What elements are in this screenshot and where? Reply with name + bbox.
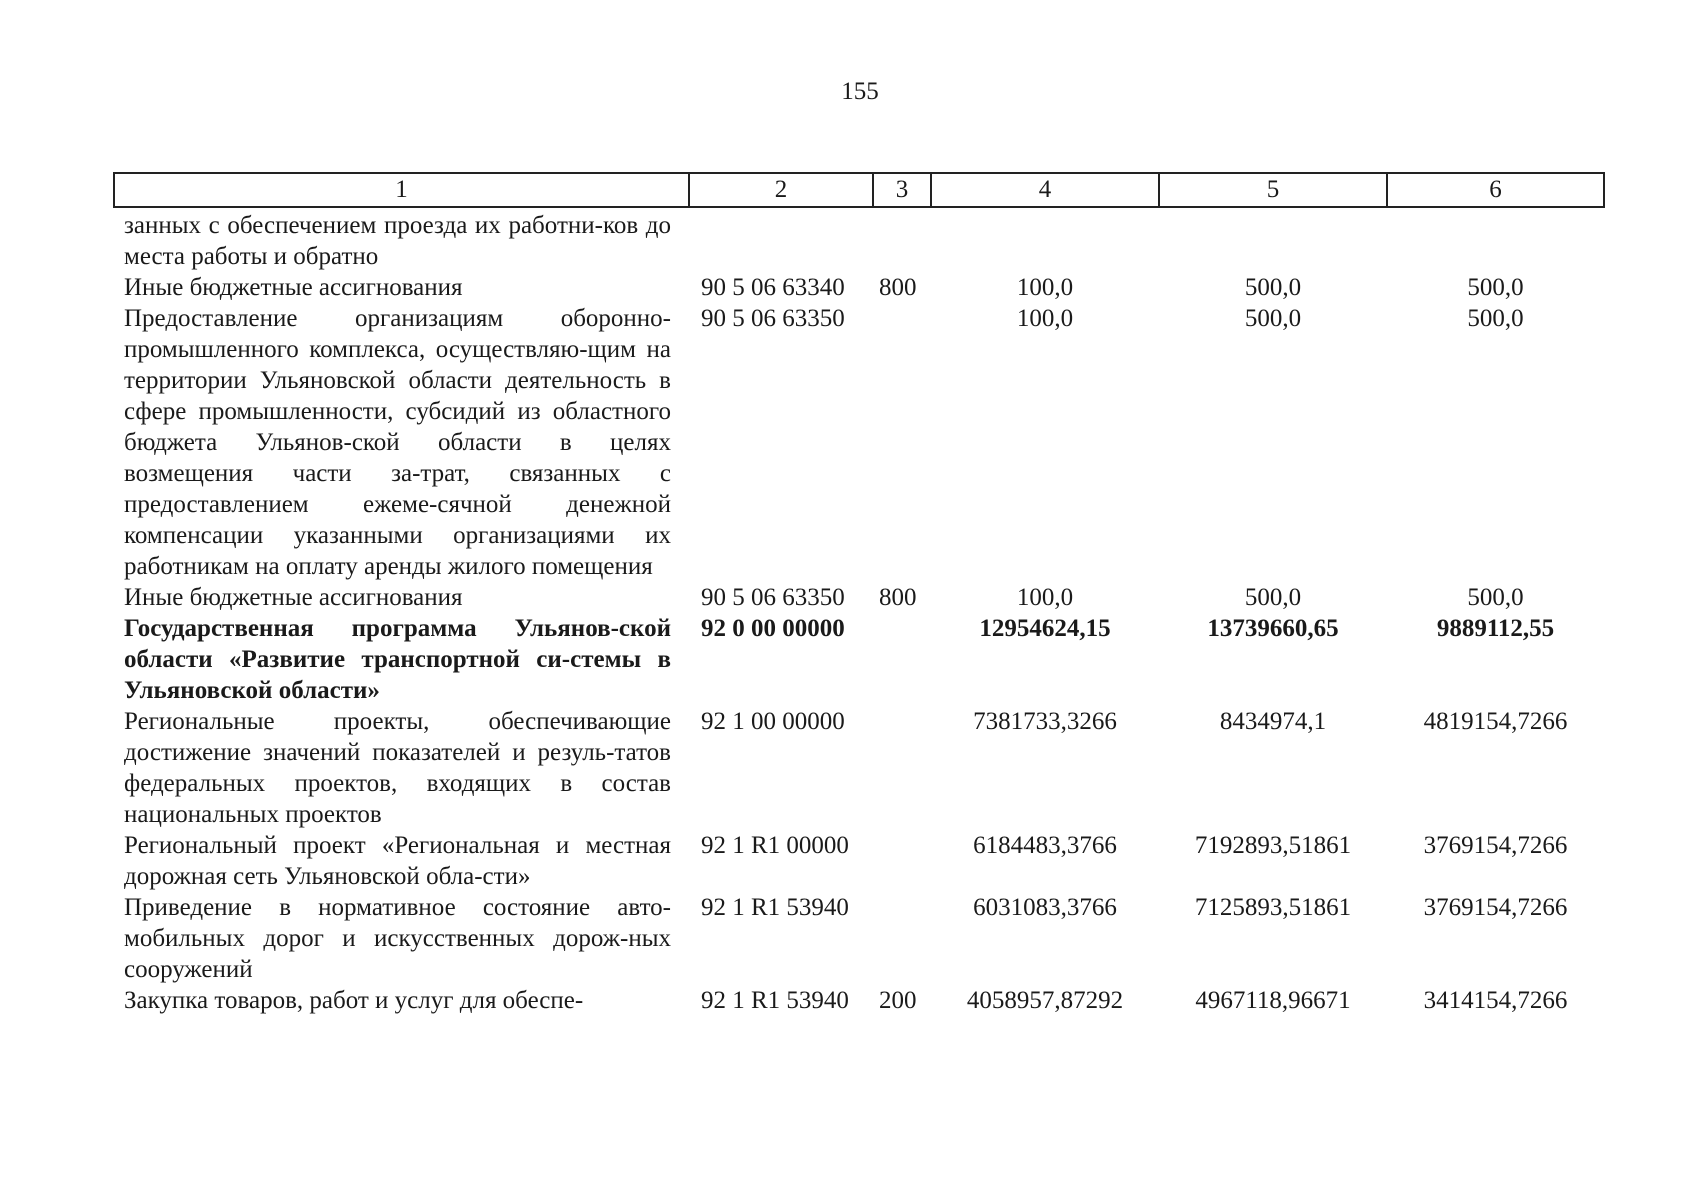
row-amount-col5: 500,0 [1244,274,1302,301]
page-number: 155 [841,78,879,105]
row-amount-col5: 13739660,65 [1207,615,1339,642]
table-row [114,830,1604,892]
table-row [114,892,1604,985]
budget-table-container [113,172,1603,1016]
row-expense-type [873,207,931,272]
row-amount-col5: 500,0 [1244,584,1302,611]
row-amount-col4: 6184483,3766 [973,832,1117,859]
row-amount-col4: 4058957,87292 [966,987,1124,1014]
row-expense-type: 800 [879,584,917,611]
row-amount-col6 [1387,207,1604,272]
row-amount-col6: 3414154,7266 [1423,987,1568,1014]
column-header-3: 3 [873,173,931,207]
row-expense-type: 800 [879,274,917,301]
row-amount-col6: 3769154,7266 [1423,832,1568,859]
table-body [114,207,1604,1016]
table-row [114,272,1604,303]
row-amount-col6: 9889112,55 [1436,615,1555,642]
row-amount-col5: 500,0 [1244,305,1302,332]
column-header-2: 2 [689,173,873,207]
row-target-code: 92 1 R1 00000 [701,832,849,859]
row-target-code: 92 1 R1 53940 [701,987,849,1014]
row-description: Региональный проект «Региональная и местная дорожная сеть Ульяновской обла-сти» [124,832,671,890]
row-target-code: 92 1 R1 53940 [701,894,849,921]
row-amount-col5: 7125893,51861 [1194,894,1352,921]
row-description: Предоставление организациям оборонно-промышленного комплекса, осуществляю-щим на территории Ульяновской области деятельность в сфере промышленности, субсидий из областного бюджета Ульянов-ской области в целях возмещения части за-трат, связанных с предоставлением ежеме-сячной денежной компенсации указанными организациями их работникам на оплату аренды жилого помещения [124,305,671,580]
row-amount-col5: 8434974,1 [1219,708,1327,735]
row-description: Региональные проекты, обеспечивающие достижение значений показателей и резуль-татов федеральных проектов, входящих в состав национальных проектов [124,708,671,828]
row-target-code: 90 5 06 63340 [701,274,845,301]
row-expense-type [873,892,931,985]
row-description: Приведение в нормативное состояние авто-мобильных дорог и искусственных дорож-ных сооружений [124,894,671,983]
row-description: Иные бюджетные ассигнования [124,274,463,301]
row-amount-col4: 100,0 [1016,305,1074,332]
row-amount-col4: 100,0 [1016,584,1074,611]
row-expense-type [873,830,931,892]
column-header-6: 6 [1387,173,1604,207]
row-amount-col4: 7381733,3266 [973,708,1117,735]
column-header-4: 4 [931,173,1159,207]
row-target-code: 92 1 00 00000 [701,708,845,735]
row-amount-col6: 4819154,7266 [1423,708,1568,735]
row-description: Иные бюджетные ассигнования [124,584,463,611]
row-amount-col6: 3769154,7266 [1423,894,1568,921]
table-header [114,173,1604,207]
table-row [114,706,1604,830]
row-target-code [689,207,873,272]
row-amount-col4: 12954624,15 [979,615,1111,642]
row-target-code: 92 0 00 00000 [701,615,845,642]
row-description: Закупка товаров, работ и услуг для обеспе- [124,987,584,1014]
row-amount-col6: 500,0 [1467,584,1524,611]
table-row [114,613,1604,706]
row-expense-type [873,706,931,830]
row-target-code: 90 5 06 63350 [701,305,845,332]
row-target-code: 90 5 06 63350 [701,584,845,611]
row-amount-col4 [931,207,1159,272]
column-header-5: 5 [1159,173,1387,207]
row-amount-col4: 100,0 [1016,274,1074,301]
row-expense-type [873,303,931,582]
row-amount-col6: 500,0 [1467,305,1524,332]
row-amount-col6: 500,0 [1467,274,1524,301]
row-expense-type: 200 [879,987,917,1014]
table-row [114,582,1604,613]
table-row [114,303,1604,582]
row-description: занных с обеспечением проезда их работни-ков до места работы и обратно [124,212,671,270]
row-amount-col5: 4967118,96671 [1195,987,1351,1014]
row-amount-col5: 7192893,51861 [1194,832,1352,859]
column-header-1: 1 [114,173,689,207]
table-row [114,207,1604,272]
table-row [114,985,1604,1016]
row-description: Государственная программа Ульянов-ской области «Развитие транспортной си-стемы в Ульяновской области» [124,615,671,704]
budget-table [113,172,1605,1016]
row-amount-col5 [1159,207,1387,272]
row-amount-col4: 6031083,3766 [973,894,1117,921]
row-expense-type [873,613,931,706]
